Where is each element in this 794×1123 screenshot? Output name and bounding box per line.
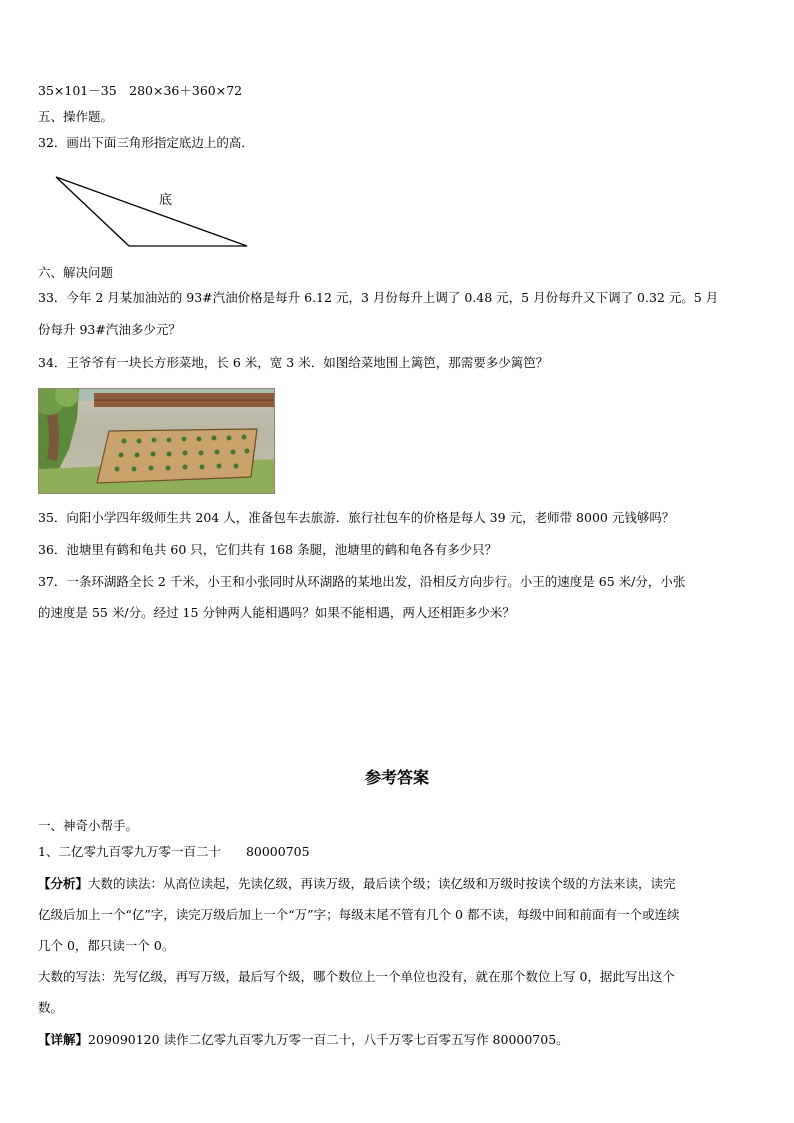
- question-33-line-1: 33．今年 2 月某加油站的 93#汽油价格是每升 6.12 元，3 月份每升上调了 0.48 元，5 月份每升又下调了 0.32 元。5 月: [38, 290, 719, 305]
- detail-line: [38, 1031, 758, 1049]
- vegetable-garden-illustration: [38, 388, 275, 494]
- question-37-line-2: 的速度是 55 米/分。经过 15 分钟两人能相遇吗？如果不能相遇，两人还相距多少米？: [38, 605, 515, 620]
- question-33-line-2: 份每升 93#汽油多少元？: [38, 322, 181, 337]
- writing-line-1: 大数的写法：先写亿级，再写万级，最后写个级，哪个数位上一个单位也没有，就在那个数位上写 0，据此写出这个: [38, 969, 675, 984]
- calc-expressions: 35×101－35 280×36＋360×72: [38, 83, 243, 98]
- analysis-line-2: 亿级后加上一个“亿”字，读完万级后加上一个“万”字；每级末尾不管有几个 0 都不读，每级中间和前面有一个或连续: [38, 907, 680, 922]
- triangle: [56, 177, 247, 246]
- answers-section-1: 一、神奇小帮手。: [38, 818, 139, 833]
- detail-tag: 【详解】: [38, 1032, 89, 1047]
- question-34: 34．王爷爷有一块长方形菜地，长 6 米，宽 3 米．如图给菜地围上篱笆，那需要多少篱笆？: [38, 355, 549, 370]
- base-label: 底: [159, 193, 173, 208]
- detail-text: 209090120 读作二亿零九百零九万零一百二十，八千万零七百零五写作 80000705。: [88, 1032, 569, 1047]
- question-35: 35．向阳小学四年级师生共 204 人，准备包车去旅游．旅行社包车的价格是每人 39 元，老师带 8000 元钱够吗？: [38, 510, 675, 525]
- triangle-figure: [0, 0, 794, 260]
- analysis-line-1: [38, 875, 758, 893]
- analysis-line-3: 几个 0，都只读一个 0。: [38, 938, 175, 953]
- answer-1: 1、二亿零九百零九万零一百二十 80000705: [38, 844, 310, 859]
- section-5-heading: 五、操作题。: [38, 109, 114, 124]
- question-37-line-1: 37．一条环湖路全长 2 千米，小王和小张同时从环湖路的某地出发，沿相反方向步行。小王的速度是 65 米/分，小张: [38, 574, 686, 589]
- analysis-tag: 【分析】: [38, 876, 89, 891]
- writing-line-2: 数。: [38, 1000, 64, 1015]
- question-36: 36．池塘里有鹤和龟共 60 只，它们共有 168 条腿，池塘里的鹤和龟各有多少只？: [38, 542, 498, 557]
- section-6-heading: 六、解决问题: [38, 265, 114, 280]
- analysis-text-1: 大数的读法：从高位读起，先读亿级，再读万级，最后读个级；读亿级和万级时按读个级的方法来读，读完: [88, 876, 676, 891]
- question-32: 32．画出下面三角形指定底边上的高．: [38, 135, 254, 150]
- answers-title: 参考答案: [364, 768, 429, 787]
